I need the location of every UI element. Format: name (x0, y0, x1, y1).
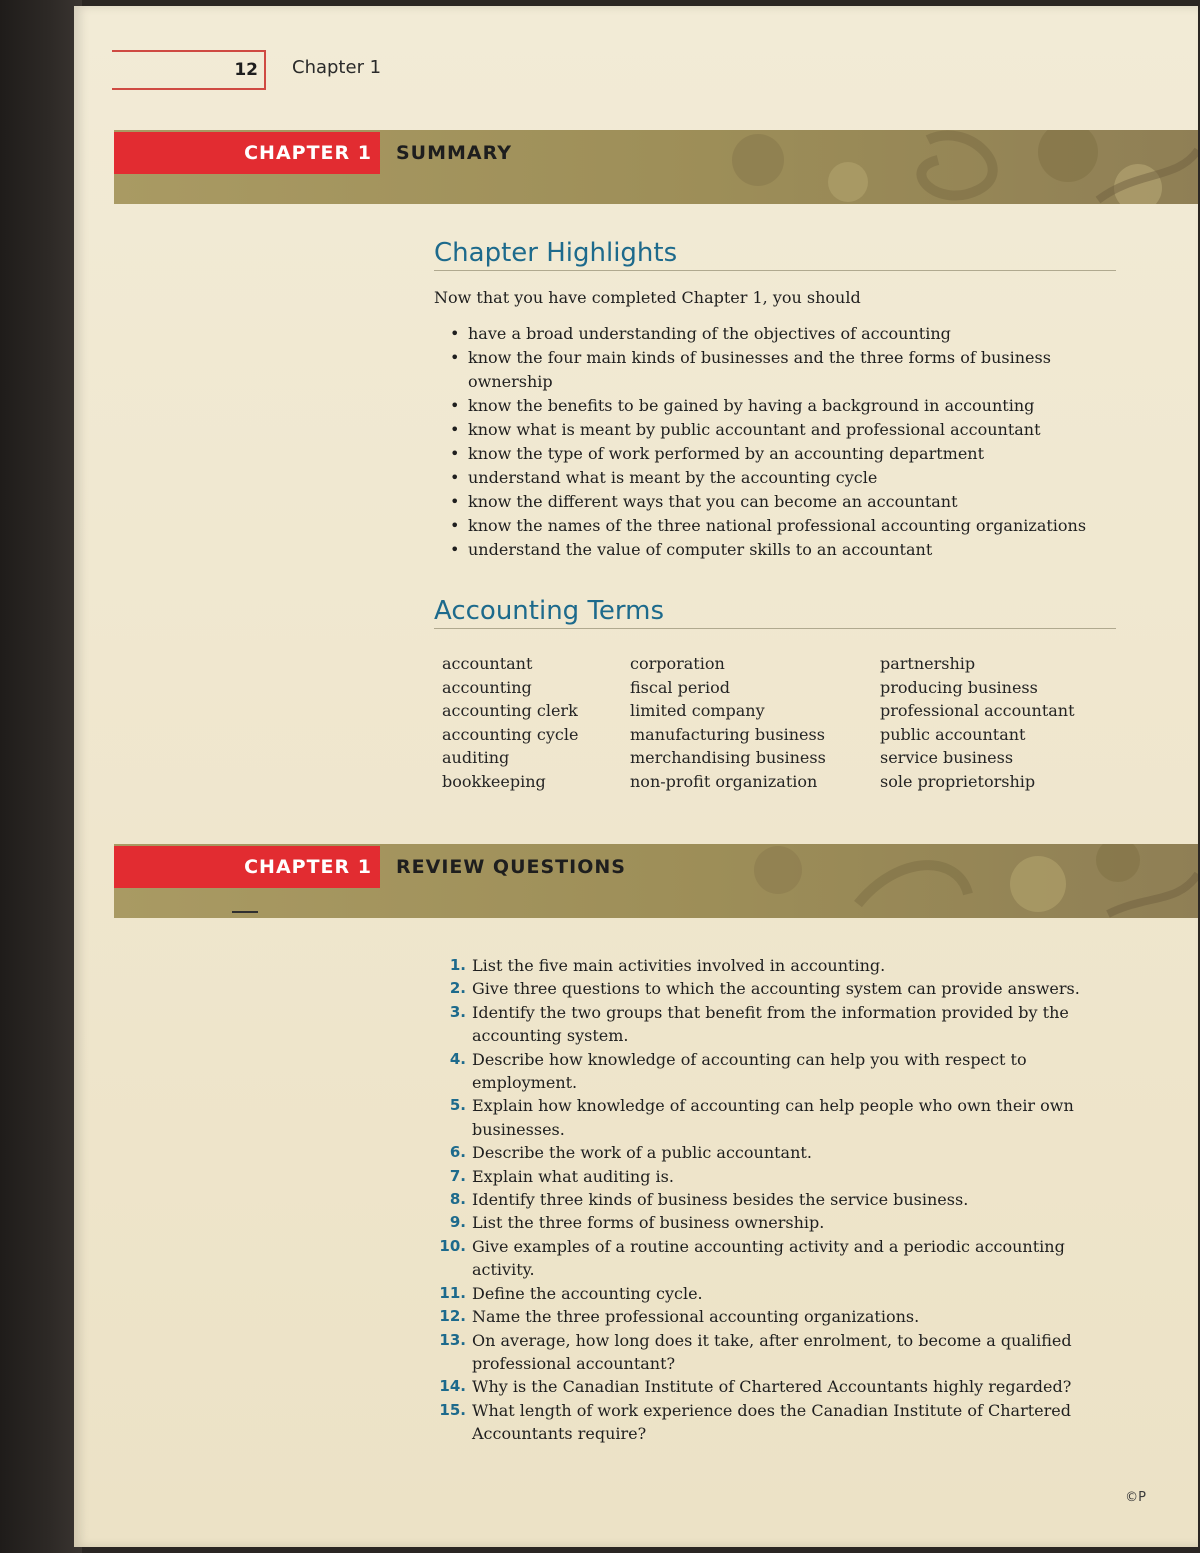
review-question (436, 954, 1120, 977)
term-item: accountant (442, 654, 533, 673)
question-text: Identify the two groups that benefit from the information provided by the accounting system. (472, 1002, 1069, 1046)
question-text: List the five main activities involved in accounting. (472, 956, 886, 975)
question-text: Give three questions to which the accounting system can provide answers. (472, 979, 1080, 999)
accounting-terms-heading: Accounting Terms (434, 596, 1116, 629)
term-item: bookkeeping (442, 771, 546, 791)
review-question (436, 1399, 1120, 1446)
review-question (436, 1188, 1120, 1211)
term-item: public accountant (880, 724, 1026, 744)
question-text: Why is the Canadian Institute of Chartered Accountants highly regarded? (472, 1377, 1072, 1397)
page-number-box (112, 50, 266, 90)
highlight-item: • know the four main kinds of businesses and the three forms of business ownership (450, 346, 1118, 394)
review-questions-list (436, 954, 1120, 1446)
term-item: non-profit organization (630, 771, 818, 791)
term-item: service business (880, 748, 1014, 768)
question-number: 8. (449, 1190, 466, 1209)
question-number: 12. (439, 1307, 466, 1326)
decorative-swirl-icon (638, 130, 1198, 204)
highlights-intro: Now that you have completed Chapter 1, you should (434, 288, 861, 307)
terms-column-2 (630, 652, 826, 794)
highlights-list (450, 322, 1118, 562)
summary-chapter-tab (114, 132, 380, 174)
question-number: 3. (449, 1002, 466, 1021)
term-item: professional accountant (880, 701, 1075, 721)
book-spine-edge (0, 0, 82, 1553)
decorative-swirl-icon (638, 844, 1198, 918)
question-number: 10. (439, 1236, 466, 1255)
question-text: On average, how long does it take, after enrolment, to become a qualified professional accountant? (472, 1330, 1072, 1373)
question-number: 6. (449, 1143, 466, 1162)
textbook-page (74, 6, 1198, 1547)
review-questions-banner (114, 844, 1198, 918)
highlight-item: • understand the value of computer skills to an accountant (450, 538, 1118, 562)
review-question (436, 1305, 1120, 1328)
term-item: merchandising business (630, 748, 826, 768)
highlight-item: • have a broad understanding of the objectives of accounting (450, 322, 1118, 346)
summary-chapter-label: CHAPTER 1 (244, 142, 372, 164)
review-question (436, 1048, 1120, 1095)
question-text: List the three forms of business ownership. (472, 1213, 825, 1233)
term-item: manufacturing business (630, 724, 825, 744)
question-number: 15. (439, 1400, 466, 1419)
highlight-item: • understand what is meant by the accounting cycle (450, 466, 1118, 490)
highlight-item: • know the benefits to be gained by having a background in accounting (450, 394, 1118, 418)
stray-dash (232, 911, 258, 913)
term-item: fiscal period (630, 677, 730, 697)
question-number: 13. (439, 1330, 466, 1349)
question-number: 7. (449, 1166, 466, 1185)
chapter-highlights-heading: Chapter Highlights (434, 238, 1116, 271)
question-text: Describe the work of a public accountant. (472, 1143, 812, 1163)
review-question (436, 1165, 1120, 1188)
terms-column-1 (442, 652, 578, 794)
question-text: Give examples of a routine accounting activity and a periodic accounting activity. (472, 1236, 1065, 1280)
term-item: limited company (630, 701, 765, 721)
terms-column-3 (880, 652, 1075, 794)
question-text: Explain how knowledge of accounting can help people who own their own businesses. (472, 1096, 1074, 1139)
review-chapter-tab (114, 846, 380, 888)
review-question (436, 1235, 1120, 1282)
highlight-item: • know the names of the three national professional accounting organizations (450, 514, 1118, 538)
question-number: 1. (449, 956, 466, 974)
term-item: accounting clerk (442, 701, 578, 721)
question-text: Describe how knowledge of accounting can help you with respect to employment. (472, 1049, 1027, 1093)
term-item: sole proprietorship (880, 771, 1036, 791)
review-question (436, 1211, 1120, 1234)
review-chapter-label: CHAPTER 1 (244, 856, 372, 878)
question-text: Identify three kinds of business besides the service business. (472, 1190, 969, 1210)
question-text: Explain what auditing is. (472, 1166, 674, 1186)
question-text: Define the accounting cycle. (472, 1283, 703, 1303)
highlight-item: • know the different ways that you can become an accountant (450, 490, 1118, 514)
review-question (436, 1141, 1120, 1164)
review-question (436, 1094, 1120, 1141)
question-number: 4. (449, 1049, 466, 1068)
question-number: 11. (439, 1283, 466, 1302)
highlight-item: • know what is meant by public accountant and professional accountant (450, 418, 1118, 442)
term-item: partnership (880, 654, 976, 673)
summary-banner (114, 130, 1198, 204)
question-number: 2. (449, 979, 466, 998)
review-question (436, 1001, 1120, 1048)
summary-title: SUMMARY (396, 142, 512, 164)
publisher-mark: ©P (1125, 1490, 1146, 1505)
term-item: accounting (442, 677, 532, 697)
review-question (436, 1329, 1120, 1376)
term-item: corporation (630, 654, 725, 673)
term-item: accounting cycle (442, 724, 579, 744)
question-text: Name the three professional accounting organizations. (472, 1307, 920, 1327)
question-number: 14. (439, 1377, 466, 1396)
review-question (436, 1282, 1120, 1305)
term-item: producing business (880, 677, 1038, 697)
review-questions-title: REVIEW QUESTIONS (396, 856, 626, 878)
question-number: 9. (449, 1213, 466, 1232)
review-question (436, 977, 1120, 1000)
review-question (436, 1375, 1120, 1398)
term-item: auditing (442, 748, 510, 768)
question-number: 5. (449, 1096, 466, 1115)
highlight-item: • know the type of work performed by an accounting department (450, 442, 1118, 466)
page-number: 12 (234, 60, 258, 80)
running-header-title: Chapter 1 (292, 57, 382, 78)
question-text: What length of work experience does the Canadian Institute of Chartered Accountants require? (472, 1400, 1071, 1444)
